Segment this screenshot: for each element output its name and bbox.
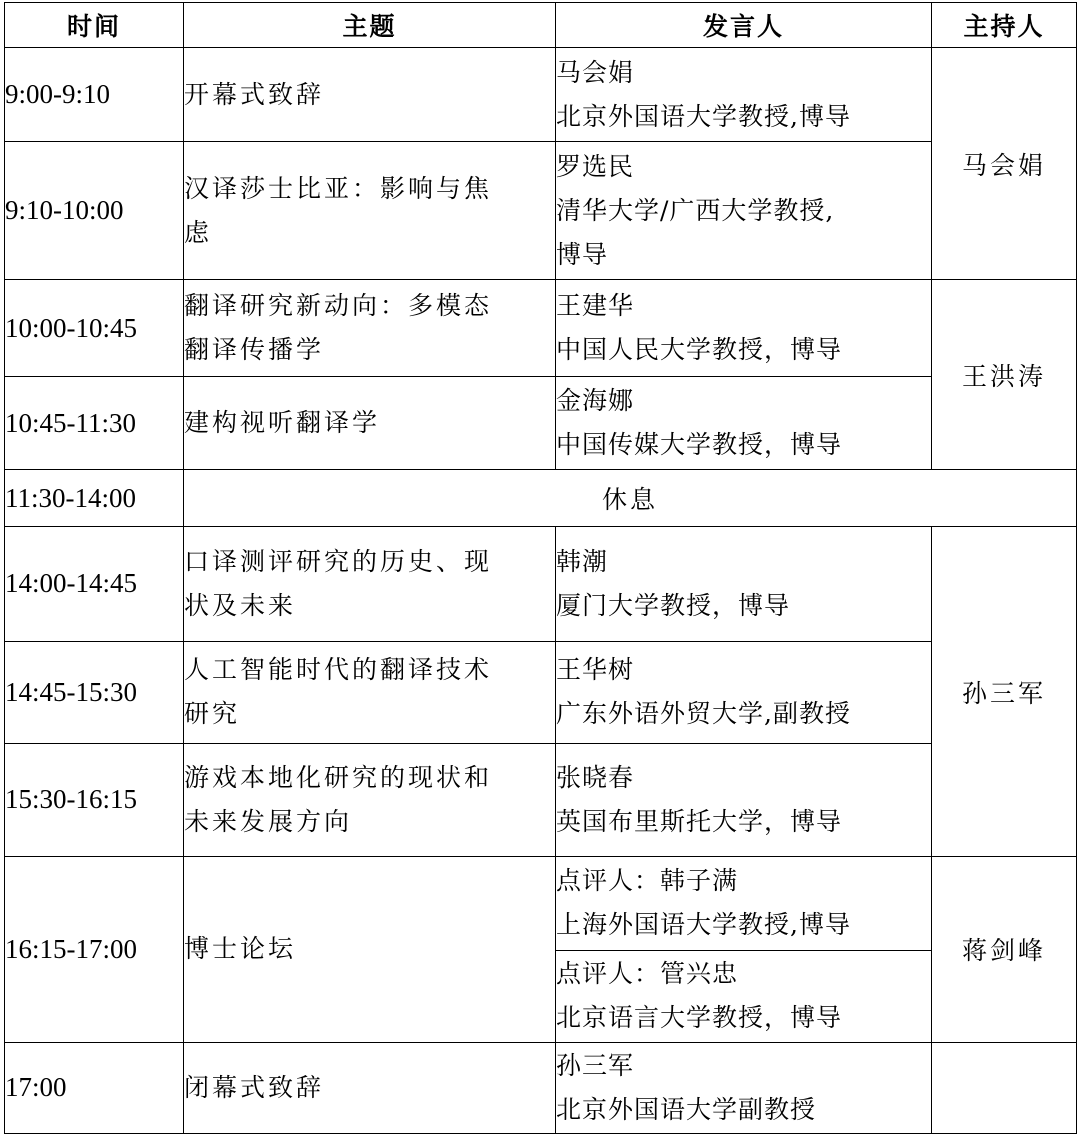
topic-cell xyxy=(184,142,556,280)
time-cell: 15:30-16:15 xyxy=(5,743,184,856)
host-cell: 孙三军 xyxy=(932,527,1077,856)
speaker-affiliation: 北京外国语大学副教授 xyxy=(556,1094,817,1124)
topic-cell xyxy=(184,48,556,142)
speaker-affiliation: 北京外国语大学教授,博导 xyxy=(556,101,851,131)
topic-line: 汉译莎士比亚：影响与焦 xyxy=(184,173,493,203)
header-row xyxy=(5,3,1077,48)
table-row xyxy=(5,48,1077,142)
speaker-affiliation: 清华大学/广西大学教授, xyxy=(556,195,835,225)
topic-cell xyxy=(184,280,556,377)
host-cell: 马会娟 xyxy=(932,48,1077,280)
speaker-cell xyxy=(556,142,932,280)
time-cell: 11:30-14:00 xyxy=(5,470,184,527)
time-cell: 10:00-10:45 xyxy=(5,280,184,377)
speaker-cell xyxy=(556,1042,932,1133)
speaker-name: 王华树 xyxy=(556,655,635,685)
time-cell: 10:45-11:30 xyxy=(5,377,184,470)
speaker-affiliation: 中国传媒大学教授，博导 xyxy=(556,430,843,460)
header-time: 时间 xyxy=(5,3,184,48)
topic-line: 研究 xyxy=(184,699,241,729)
header-host: 主持人 xyxy=(932,3,1077,48)
break-cell: 休息 xyxy=(184,470,1077,527)
host-cell: 王洪涛 xyxy=(932,280,1077,470)
topic-line: 闭幕式致辞 xyxy=(184,1072,325,1102)
topic-line: 口译测评研究的历史、现 xyxy=(184,546,493,576)
speaker-affiliation: 博导 xyxy=(556,239,609,269)
topic-line: 翻译研究新动向：多模态 xyxy=(184,291,493,321)
time-cell: 9:10-10:00 xyxy=(5,142,184,280)
table-row xyxy=(5,527,1077,641)
speaker-name: 马会娟 xyxy=(556,57,635,87)
topic-line: 开幕式致辞 xyxy=(184,79,325,109)
topic-cell xyxy=(184,377,556,470)
time-cell: 14:00-14:45 xyxy=(5,527,184,641)
time-cell: 17:00 xyxy=(5,1042,184,1133)
table-row xyxy=(5,743,1077,856)
reviewer-name: 点评人：管兴忠 xyxy=(556,959,739,989)
speaker-cell xyxy=(556,743,932,856)
table-row xyxy=(5,142,1077,280)
topic-line: 游戏本地化研究的现状和 xyxy=(184,762,493,792)
header-speaker: 发言人 xyxy=(556,3,932,48)
topic-cell xyxy=(184,641,556,743)
topic-cell xyxy=(184,1042,556,1133)
table-row xyxy=(5,856,1077,950)
speaker-name: 罗选民 xyxy=(556,151,635,181)
speaker-name: 韩潮 xyxy=(556,546,609,576)
reviewer-affiliation: 北京语言大学教授，博导 xyxy=(556,1003,843,1033)
speaker-name: 孙三军 xyxy=(556,1050,635,1080)
reviewer-name: 点评人：韩子满 xyxy=(556,866,739,896)
speaker-cell xyxy=(556,641,932,743)
speaker-cell xyxy=(556,280,932,377)
speaker-cell xyxy=(556,856,932,950)
speaker-affiliation: 英国布里斯托大学，博导 xyxy=(556,806,843,836)
speaker-name: 王建华 xyxy=(556,291,635,321)
time-cell: 16:15-17:00 xyxy=(5,856,184,1042)
speaker-cell xyxy=(556,48,932,142)
table-row xyxy=(5,377,1077,470)
time-cell: 9:00-9:10 xyxy=(5,48,184,142)
topic-line: 状及未来 xyxy=(184,590,297,620)
topic-cell xyxy=(184,856,556,1042)
topic-line: 未来发展方向 xyxy=(184,806,353,836)
topic-cell xyxy=(184,527,556,641)
speaker-affiliation: 广东外语外贸大学,副教授 xyxy=(556,699,851,729)
schedule-table xyxy=(4,2,1077,1134)
time-cell: 14:45-15:30 xyxy=(5,641,184,743)
table-row xyxy=(5,641,1077,743)
reviewer-affiliation: 上海外国语大学教授,博导 xyxy=(556,910,851,940)
topic-line: 博士论坛 xyxy=(184,934,297,964)
header-topic: 主题 xyxy=(184,3,556,48)
table-row xyxy=(5,470,1077,527)
topic-line: 翻译传播学 xyxy=(184,335,325,365)
speaker-affiliation: 厦门大学教授，博导 xyxy=(556,590,791,620)
speaker-cell xyxy=(556,377,932,470)
table-row xyxy=(5,1042,1077,1133)
speaker-name: 金海娜 xyxy=(556,386,635,416)
topic-cell xyxy=(184,743,556,856)
speaker-name: 张晓春 xyxy=(556,762,635,792)
host-cell: 蒋剑峰 xyxy=(932,856,1077,1042)
table-row xyxy=(5,280,1077,377)
topic-line: 建构视听翻译学 xyxy=(184,408,381,438)
speaker-cell xyxy=(556,950,932,1042)
topic-line: 人工智能时代的翻译技术 xyxy=(184,655,493,685)
speaker-cell xyxy=(556,527,932,641)
host-cell xyxy=(932,1042,1077,1133)
speaker-affiliation: 中国人民大学教授，博导 xyxy=(556,335,843,365)
topic-line: 虑 xyxy=(184,217,213,247)
